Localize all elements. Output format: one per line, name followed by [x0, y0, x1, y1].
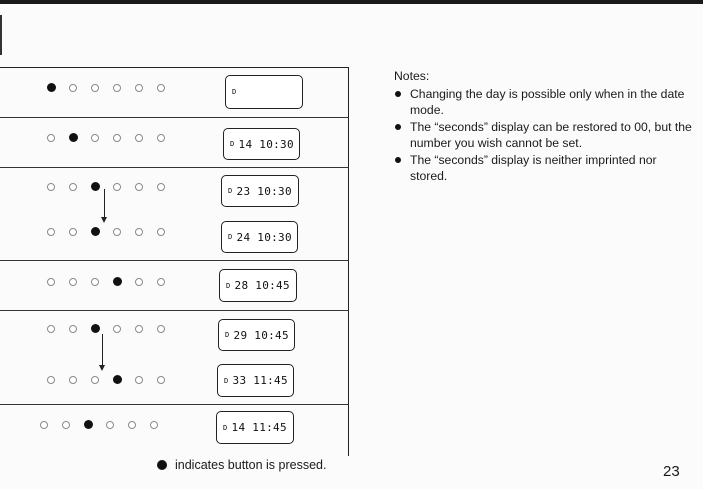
lcd-prefix: D — [232, 88, 237, 96]
lcd-prefix: D — [230, 140, 235, 148]
note-item: The “seconds” display can be restored to 00, but the number you wish cannot be set. — [394, 119, 694, 151]
button-dot — [135, 134, 143, 142]
button-dot — [135, 376, 143, 384]
pressed-button-dot — [47, 83, 56, 92]
lcd-display-6 — [218, 319, 295, 351]
lcd-prefix: D — [228, 187, 233, 195]
group-divider — [0, 117, 349, 118]
button-dot — [135, 84, 143, 92]
pressed-button-dot — [91, 182, 100, 191]
button-dot — [135, 183, 143, 191]
button-dot — [69, 376, 77, 384]
button-dot — [135, 325, 143, 333]
button-dot — [69, 84, 77, 92]
lcd-text: 24 10:30 — [236, 230, 292, 244]
pressed-button-dot — [84, 420, 93, 429]
pressed-button-dot — [113, 277, 122, 286]
legend-text: indicates button is pressed. — [175, 458, 327, 472]
lcd-display-7 — [217, 364, 294, 397]
lcd-prefix: D — [225, 331, 230, 339]
lcd-text: 23 10:30 — [236, 184, 292, 198]
pressed-button-dot — [91, 227, 100, 236]
pressed-button-dot — [91, 324, 100, 333]
button-dot — [113, 134, 121, 142]
button-dot — [157, 376, 165, 384]
button-dot — [91, 84, 99, 92]
button-dot — [69, 325, 77, 333]
notes-heading: Notes: — [394, 69, 430, 83]
lcd-prefix: D — [223, 423, 228, 432]
button-dot — [91, 376, 99, 384]
notes-list — [394, 86, 694, 184]
lcd-text: 14 10:30 — [238, 137, 294, 151]
note-item: The “seconds” display is neither imprinted nor stored. — [394, 152, 694, 184]
button-dot — [106, 421, 114, 429]
button-dot — [135, 228, 143, 236]
lcd-display-2 — [223, 128, 300, 160]
note-item: Changing the day is possible only when in the date mode. — [394, 86, 694, 118]
button-dot — [150, 421, 158, 429]
filled-dot-icon — [157, 460, 167, 470]
sequence-arrow — [102, 334, 103, 366]
button-dot — [113, 183, 121, 191]
pressed-button-dot — [113, 375, 122, 384]
button-dot — [91, 134, 99, 142]
button-dot — [157, 183, 165, 191]
lcd-text: 33 11:45 — [232, 374, 288, 387]
lcd-prefix: D — [228, 233, 233, 241]
lcd-display-3 — [221, 175, 299, 207]
button-dot — [47, 134, 55, 142]
button-dot — [91, 278, 99, 286]
button-dot — [69, 278, 77, 286]
button-dot — [157, 278, 165, 286]
group-divider — [0, 260, 349, 261]
page-number: 23 — [663, 463, 680, 480]
lcd-text: 29 10:45 — [233, 328, 289, 342]
group-divider — [0, 310, 349, 311]
button-dot — [135, 278, 143, 286]
button-dot — [47, 325, 55, 333]
button-dot — [62, 421, 70, 429]
group-divider — [0, 404, 349, 405]
notes-section — [394, 68, 694, 185]
page-top-edge — [0, 0, 703, 4]
lcd-display-1 — [225, 75, 303, 109]
button-dot — [157, 228, 165, 236]
lcd-display-5 — [219, 269, 297, 302]
binding-mark — [0, 15, 2, 55]
button-dot — [47, 228, 55, 236]
group-divider — [0, 167, 349, 168]
legend — [157, 458, 326, 472]
button-dot — [47, 376, 55, 384]
lcd-text: 14 11:45 — [231, 421, 287, 434]
button-dot — [113, 325, 121, 333]
sequence-arrow — [104, 189, 105, 218]
button-dot — [40, 421, 48, 429]
button-dot — [113, 228, 121, 236]
pressed-button-dot — [69, 133, 78, 142]
lcd-display-4 — [221, 221, 298, 253]
button-dot — [47, 183, 55, 191]
button-dot — [113, 84, 121, 92]
lcd-display-8 — [216, 411, 294, 444]
lcd-text: 28 10:45 — [234, 279, 290, 292]
button-dot — [157, 134, 165, 142]
button-sequence-diagram — [0, 67, 349, 456]
button-dot — [69, 183, 77, 191]
button-dot — [128, 421, 136, 429]
button-dot — [69, 228, 77, 236]
button-dot — [157, 84, 165, 92]
button-dot — [47, 278, 55, 286]
lcd-prefix: D — [224, 376, 229, 385]
button-dot — [157, 325, 165, 333]
lcd-prefix: D — [226, 281, 231, 290]
